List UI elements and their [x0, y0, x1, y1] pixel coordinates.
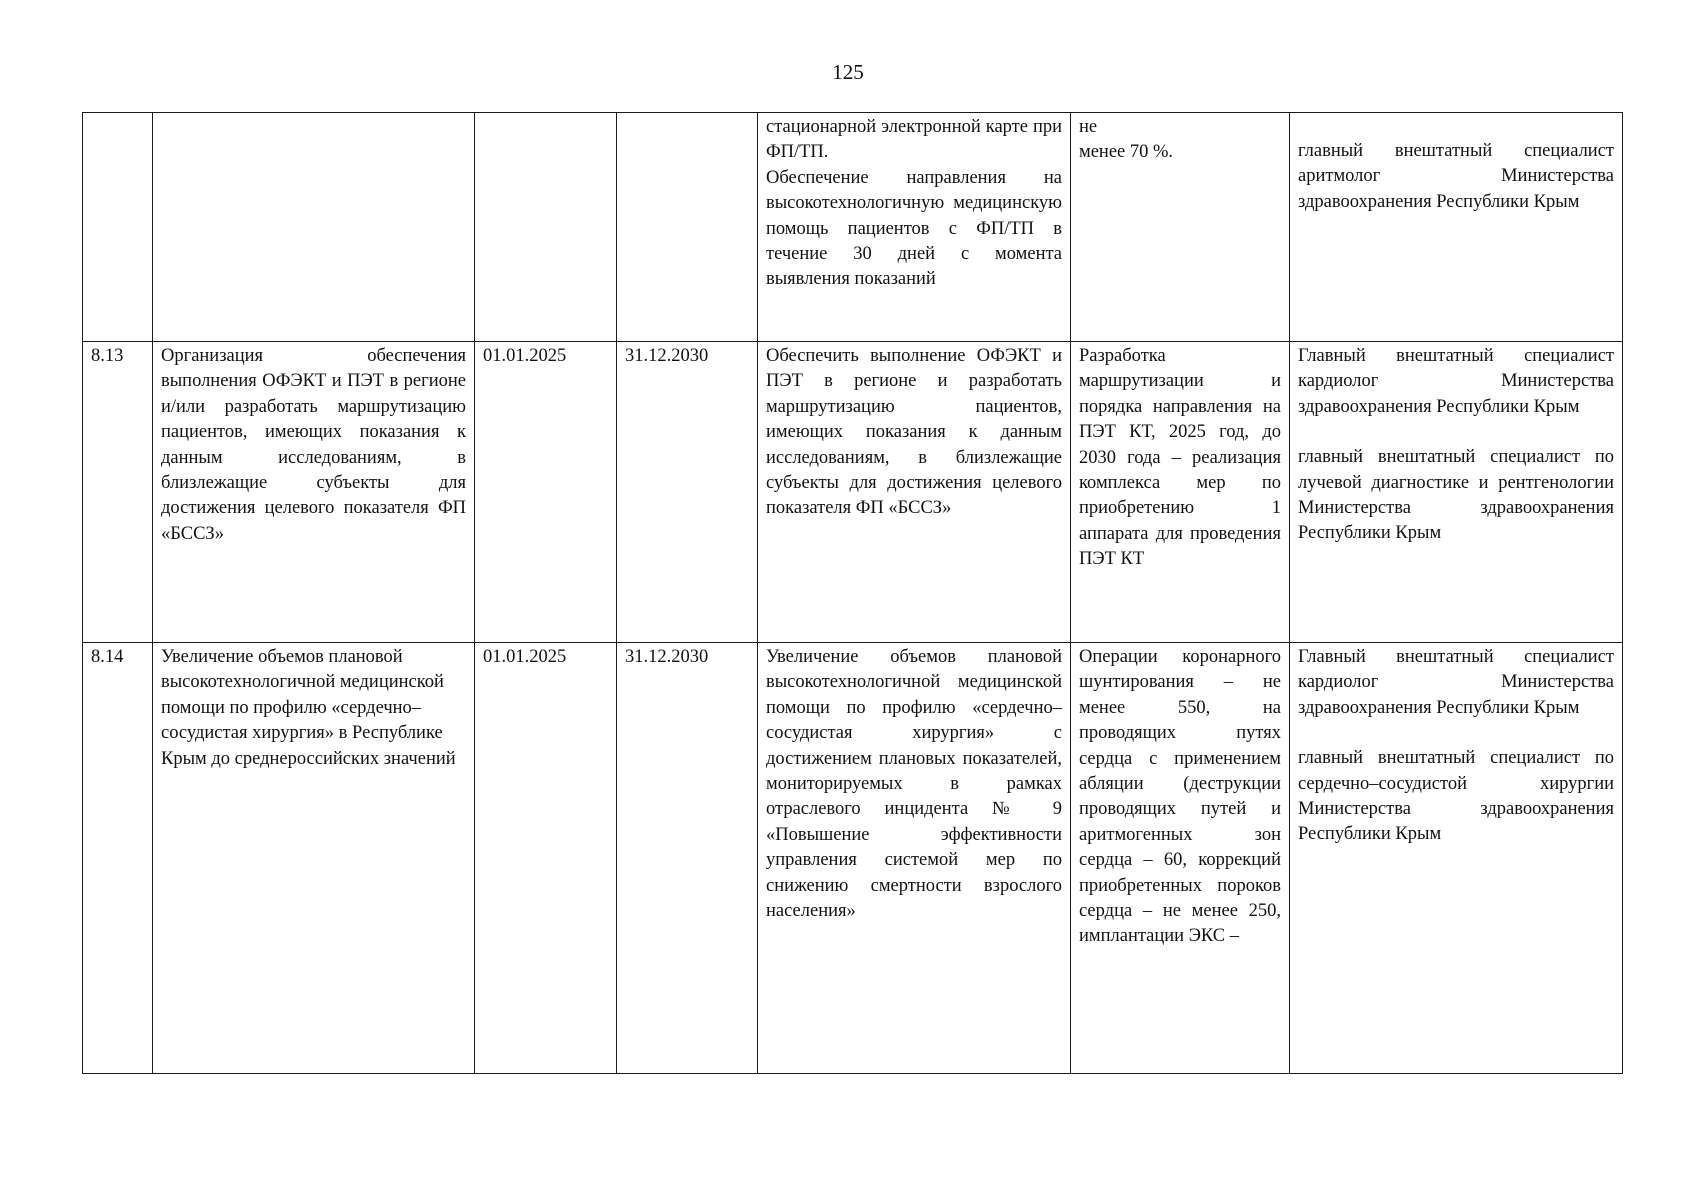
row-number-cell: 8.14: [83, 643, 153, 1074]
target-text: не: [1079, 117, 1098, 137]
start-date-cell: 01.01.2025: [475, 342, 617, 643]
target-text: Операции коронарного шунтирования – не менее 550, на проводящих путях сердца с применением абляции (деструкции проводящих путей и аритмогенных зон сердца – 60, коррекций приобретенных пороков сердца – не менее 250, имплантации ЭКС –: [1079, 647, 1281, 947]
measure-title-cell: [153, 113, 475, 342]
target-indicator-cell: [1071, 643, 1290, 1074]
table-row: [83, 113, 1623, 342]
table-row: [83, 643, 1623, 1074]
page-number: 125: [832, 60, 864, 84]
start-date-cell: [475, 113, 617, 342]
measure-title-cell: Увеличение объемов плановой высокотехнологичной медицинской помощи по профилю «сердечно–сосудистая хирургия» в Республике Крым до среднероссийских значений: [153, 643, 475, 1074]
responsible-text: главный внештатный специалист аритмолог Министерства здравоохранения Республики Крым: [1298, 141, 1614, 212]
expected-result-cell: [758, 643, 1071, 1074]
target-text: менее 70 %.: [1079, 142, 1174, 163]
result-text: стационарной электронной карте при ФП/ТП.: [766, 117, 1062, 163]
responsible-cell: [1290, 113, 1623, 342]
expected-result-cell: [758, 113, 1071, 342]
responsible-text: Главный внештатный специалист кардиолог Министерства здравоохранения Республики Крым: [1298, 346, 1614, 417]
end-date-cell: [617, 113, 758, 342]
target-text: Разработка маршрутизации и порядка направления на ПЭТ КТ, 2025 год, до 2030 года – реализация комплекса мер по приобретению 1 аппарата для проведения ПЭТ КТ: [1079, 346, 1281, 570]
responsible-text: главный внештатный специалист по сердечно–сосудистой хирургии Министерства здравоохранения Республики Крым: [1298, 748, 1614, 845]
expected-result-cell: [758, 342, 1071, 643]
row-number-cell: [83, 113, 153, 342]
table-row: [83, 342, 1623, 643]
responsible-cell: [1290, 342, 1623, 643]
measure-title-cell: Организация обеспечения выполнения ОФЭКТ и ПЭТ в регионе и/или разработать маршрутизацию пациентов, имеющих показания к данным исследованиям, в близлежащие субъекты для достижения целевого показателя ФП «БССЗ»: [153, 342, 475, 643]
target-indicator-cell: [1071, 342, 1290, 643]
paragraph-gap: [1298, 721, 1614, 746]
responsible-text: Главный внештатный специалист кардиолог Министерства здравоохранения Республики Крым: [1298, 647, 1614, 718]
responsible-text: главный внештатный специалист по лучевой диагностике и рентгенологии Министерства здравоохранения Республики Крым: [1298, 447, 1614, 544]
result-text: Увеличение объемов плановой высокотехнологичной медицинской помощи по профилю «сердечно–сосудистая хирургия» с достижением плановых показателей, мониторируемых в рамках отраслевого инцидента № 9 «Повышение эффективности управления системой мер по снижению смертности взрослого населения»: [766, 647, 1062, 922]
end-date-cell: 31.12.2030: [617, 643, 758, 1074]
end-date-cell: 31.12.2030: [617, 342, 758, 643]
target-indicator-cell: [1071, 113, 1290, 342]
paragraph-gap: [1298, 420, 1614, 445]
row-number-cell: 8.13: [83, 342, 153, 643]
result-text: Обеспечение направления на высокотехнологичную медицинскую помощь пациентов с ФП/ТП в течение 30 дней с момента выявления показаний: [766, 167, 1062, 290]
measures-table: [82, 112, 1623, 1074]
responsible-cell: [1290, 643, 1623, 1074]
result-text: Обеспечить выполнение ОФЭКТ и ПЭТ в регионе и разработать маршрутизацию пациентов, имеющих показания к данным исследованиям, в близлежащие субъекты для достижения целевого показателя ФП «БССЗ»: [766, 346, 1062, 519]
start-date-cell: 01.01.2025: [475, 643, 617, 1074]
